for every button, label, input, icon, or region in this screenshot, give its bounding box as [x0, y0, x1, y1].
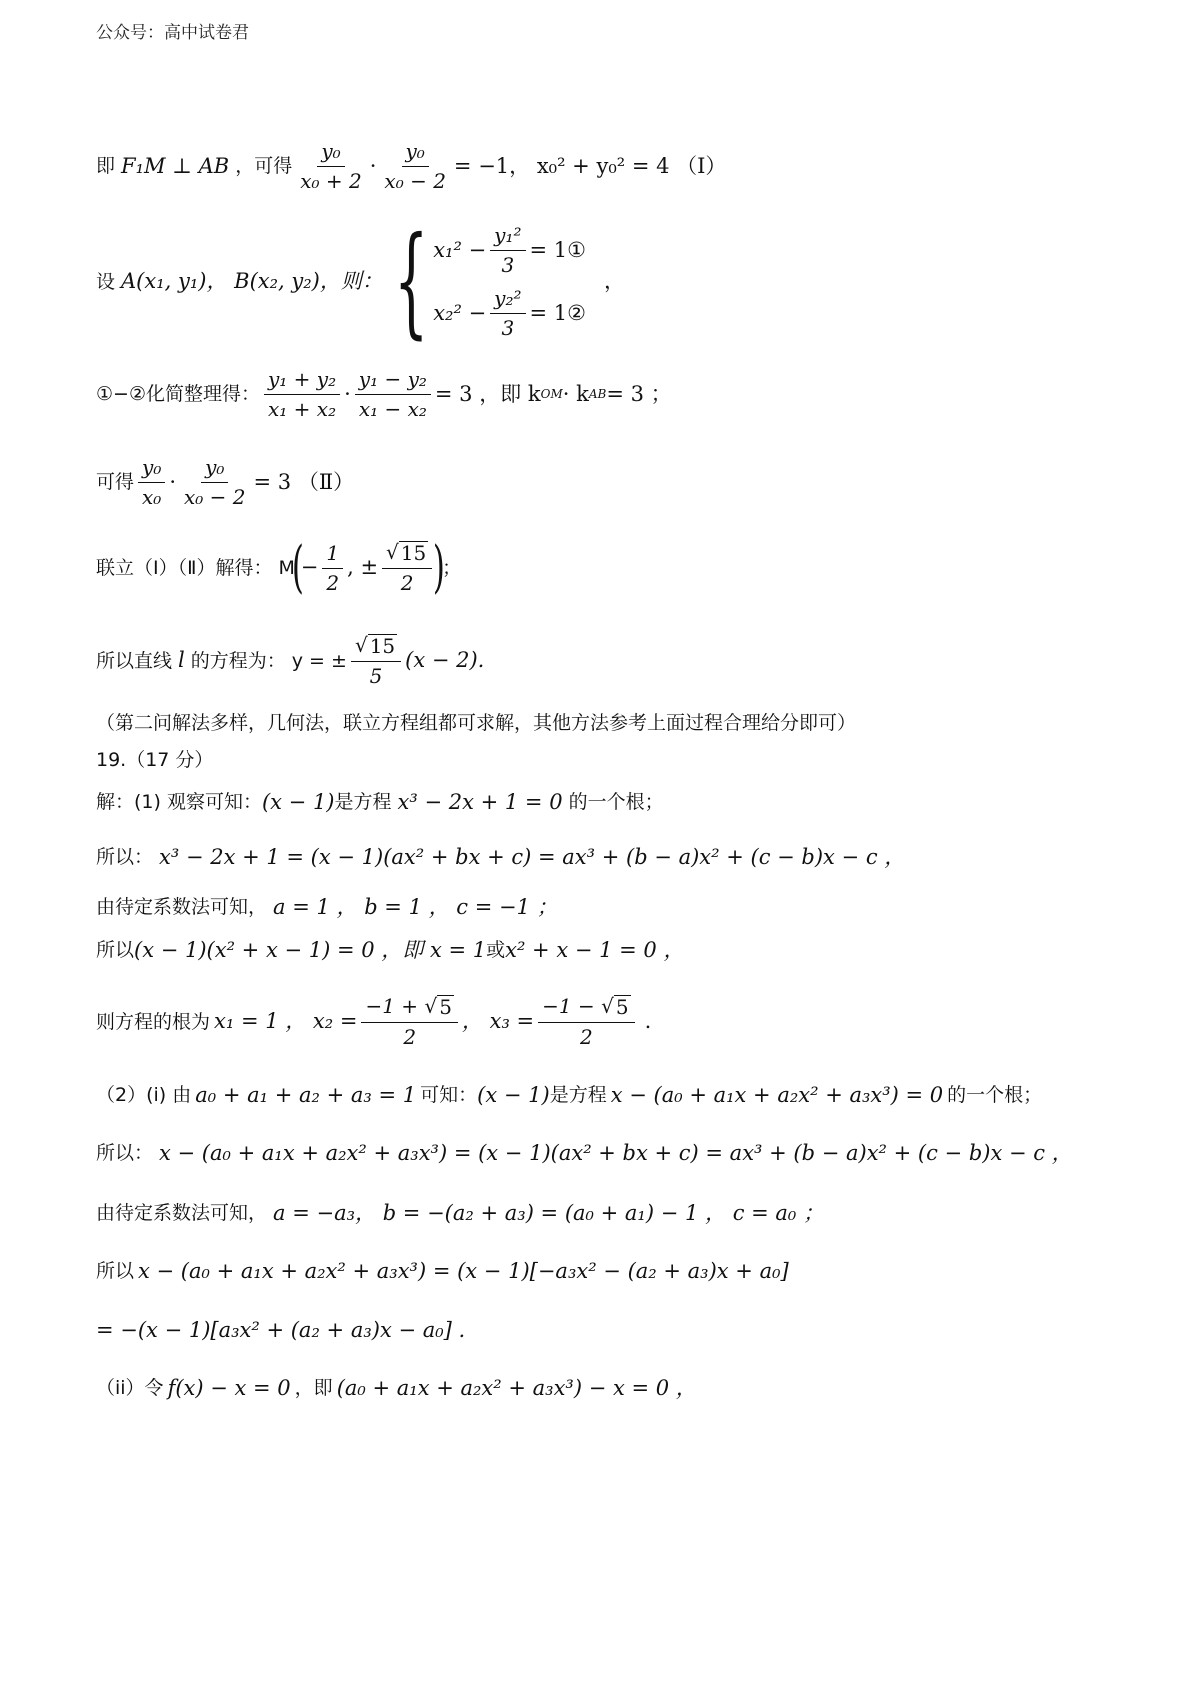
- text: 由待定系数法可知，: [96, 896, 268, 919]
- text: 或: [486, 939, 506, 962]
- text: 的一个根；: [947, 1084, 1043, 1107]
- denominator: x₀: [142, 485, 162, 509]
- math: · k: [562, 381, 589, 406]
- line-part2-coefficients: [96, 1201, 824, 1226]
- line-observe-root: [96, 790, 664, 815]
- numerator: y₀: [201, 456, 228, 483]
- text: ；: [442, 556, 462, 579]
- math: F₁M ⊥ AB: [121, 153, 230, 178]
- line-factor-expansion: [96, 845, 905, 870]
- radicand: 5: [615, 995, 629, 1019]
- math: (x − 1): [477, 1083, 550, 1107]
- text: 是方程: [334, 791, 392, 814]
- math: = 3 ，即 k: [434, 381, 541, 406]
- denominator: 2: [400, 571, 414, 595]
- line-solve-point-m: [96, 535, 462, 600]
- line-perpendicular-condition: 即 F₁M ⊥ AB ，可得 $\frac{\text{y₀}}{\text{x₀ + 2}}$ · $\frac{\text{y₀}}{\text{x₀ − 2}}$ = −1， x₀² + y₀² = 4 （Ⅰ）: [96, 139, 727, 193]
- numerator: y₁²: [490, 224, 525, 251]
- math: , ±: [347, 555, 379, 580]
- fraction: [355, 368, 431, 421]
- left-paren-icon: (: [291, 535, 304, 600]
- math: f(x) − x = 0: [167, 1376, 291, 1400]
- fraction: [382, 541, 432, 595]
- math: A(x₁, y₁)， B(x₂, y₂)，则：: [121, 269, 383, 294]
- text: 解：(1) 观察可知：: [96, 791, 262, 814]
- subscript: OM: [540, 387, 563, 402]
- math: (x − 2).: [405, 648, 485, 673]
- equation-system: [433, 224, 586, 340]
- line-part2-ii: [96, 1376, 697, 1401]
- text: ，: [603, 269, 625, 294]
- line-subtract-simplify: ①−②化简整理得： $\frac{\text{y₁ + y₂}}{\text{x₁ + x₂}}$ · $\frac{\text{y₁ − y₂}}{\text{x₁ − x₂}}$ = 3 ，即 k OM · k AB = 3 ；: [96, 367, 672, 421]
- line-part2-root: [96, 1083, 1042, 1108]
- text: （2）(i) 由: [96, 1084, 192, 1107]
- math: x₁² −: [433, 237, 487, 262]
- fraction: [361, 995, 457, 1049]
- fraction: [264, 368, 340, 421]
- text: 所以：: [96, 1142, 154, 1165]
- denominator: x₁ − x₂: [358, 397, 427, 421]
- text: 所以: [96, 1260, 135, 1283]
- fraction: [490, 287, 525, 340]
- text: 是方程: [549, 1084, 607, 1107]
- line-coefficients: [96, 895, 558, 920]
- sqrt: √ 15: [354, 633, 396, 658]
- denominator: x₀ + 2: [300, 169, 362, 193]
- math: x₂² −: [433, 300, 487, 325]
- math: −: [300, 555, 319, 580]
- denominator: 5: [369, 664, 383, 688]
- numerator: y₀: [402, 140, 429, 167]
- text: 由待定系数法可知，: [96, 1202, 268, 1225]
- text: （ii）令: [96, 1377, 164, 1400]
- right-paren-icon: ): [433, 535, 446, 600]
- text: 即: [96, 155, 116, 178]
- text: ①−②化简整理得：: [96, 383, 260, 406]
- denominator: x₁ + x₂: [268, 397, 337, 421]
- math: ， x₃ =: [461, 1009, 535, 1034]
- text: 的一个根；: [568, 791, 664, 814]
- numerator: y₁ + y₂: [264, 368, 340, 395]
- line-part2-result-cont: [96, 1318, 465, 1343]
- math: (a₀ + a₁x + a₂x² + a₃x³) − x = 0 ，: [336, 1376, 697, 1400]
- line-part2-factor: [96, 1141, 1073, 1166]
- math: = 3 （Ⅱ）: [253, 469, 355, 494]
- sqrt: √ 15: [386, 540, 427, 565]
- math: x − (a₀ + a₁x + a₂x² + a₃x³) = (x − 1)(ax² + bx + c) = ax³ + (b − a)x² + (c − b)x − c ，: [159, 1141, 1073, 1165]
- math: .: [644, 1009, 652, 1034]
- line-roots: [96, 995, 651, 1049]
- math: a = 1 ， b = 1 ， c = −1 ；: [273, 895, 558, 919]
- fraction: [351, 634, 401, 688]
- left-brace-icon: {: [393, 212, 429, 351]
- numerator: −1 −: [542, 994, 602, 1018]
- math: = 1②: [529, 300, 586, 325]
- question-number: 19.（17 分）: [96, 749, 214, 771]
- fraction: [538, 995, 634, 1049]
- math: = 3 ；: [606, 381, 672, 406]
- text: 设: [96, 270, 116, 293]
- numerator: y₁ − y₂: [355, 368, 431, 395]
- numerator: y₀: [317, 140, 344, 167]
- denominator: 2: [403, 1025, 417, 1049]
- text: ，即: [294, 1377, 333, 1400]
- line-slope-equation: 可得 $\frac{\text{y₀}}{\text{x₀}}$ · $\frac{\text{y₀}}{\text{x₀ − 2}}$ = 3 （Ⅱ）: [96, 455, 355, 509]
- fraction: [322, 542, 343, 595]
- text: 联立（Ⅰ）（Ⅱ）解得： M: [96, 556, 295, 579]
- text: 的方程为： y = ±: [190, 649, 347, 672]
- math: = −1， x₀² + y₀² = 4 （Ⅰ）: [453, 153, 727, 178]
- numerator: y₀: [138, 456, 165, 483]
- fraction: [180, 456, 250, 509]
- sqrt: √ 5: [601, 994, 629, 1019]
- fraction: [490, 224, 525, 277]
- line-factored-form: [96, 938, 684, 963]
- math: x³ − 2x + 1 = (x − 1)(ax² + bx + c) = ax³ + (b − a)x² + (c − b)x − c ，: [159, 845, 906, 869]
- math: x³ − 2x + 1 = 0: [397, 790, 563, 814]
- math: x₁ = 1 ， x₂ =: [214, 1009, 358, 1034]
- denominator: x₀ − 2: [184, 485, 246, 509]
- radicand: 15: [369, 634, 396, 658]
- grading-note: （第二问解法多样，几何法，联立方程组都可求解，其他方法参考上面过程合理给分即可）: [96, 712, 857, 734]
- text: 所以直线: [96, 649, 173, 672]
- text: 所以: [96, 939, 135, 962]
- fraction: [138, 456, 165, 509]
- line-line-equation: [96, 634, 484, 688]
- math: (x − 1): [261, 790, 335, 814]
- fraction: [380, 140, 450, 193]
- radicand: 15: [400, 541, 427, 565]
- text: ，可得: [235, 155, 293, 178]
- fraction: [296, 140, 366, 193]
- denominator: x₀ − 2: [384, 169, 446, 193]
- math: = 1①: [529, 237, 586, 262]
- math: (x − 1)(x² + x − 1) = 0 ，即 x = 1: [134, 938, 487, 962]
- math: x − (a₀ + a₁x + a₂x² + a₃x³) = (x − 1)[−a₃x² − (a₂ + a₃)x + a₀]: [138, 1259, 789, 1283]
- denominator: 2: [580, 1025, 593, 1049]
- math: l: [178, 648, 185, 673]
- numerator: 1: [322, 542, 343, 569]
- subscript: AB: [588, 387, 607, 402]
- denominator: 2: [326, 570, 340, 595]
- text: 所以：: [96, 846, 154, 869]
- denominator: 3: [501, 316, 515, 340]
- radicand: 5: [439, 995, 452, 1019]
- numerator: −1 +: [365, 994, 425, 1018]
- denominator: 3: [501, 253, 515, 277]
- sqrt: √ 5: [424, 994, 452, 1019]
- text: 可知：: [420, 1084, 478, 1107]
- text: 可得: [96, 471, 135, 494]
- math: a = −a₃， b = −(a₂ + a₃) = (a₀ + a₁) − 1 ， c = a₀ ；: [273, 1201, 825, 1225]
- numerator: y₂²: [490, 287, 525, 314]
- math: a₀ + a₁ + a₂ + a₃ = 1: [195, 1083, 417, 1107]
- line-part2-result: [96, 1259, 789, 1284]
- line-hyperbola-system: [96, 212, 625, 351]
- math: x² + x − 1 = 0 ，: [505, 938, 685, 962]
- math: x − (a₀ + a₁x + a₂x² + a₃x³) = 0: [610, 1083, 944, 1107]
- math: = −(x − 1)[a₃x² + (a₂ + a₃)x − a₀] .: [96, 1318, 466, 1342]
- header-source-label: 公众号：高中试卷君: [96, 23, 249, 43]
- text: 则方程的根为: [96, 1010, 211, 1033]
